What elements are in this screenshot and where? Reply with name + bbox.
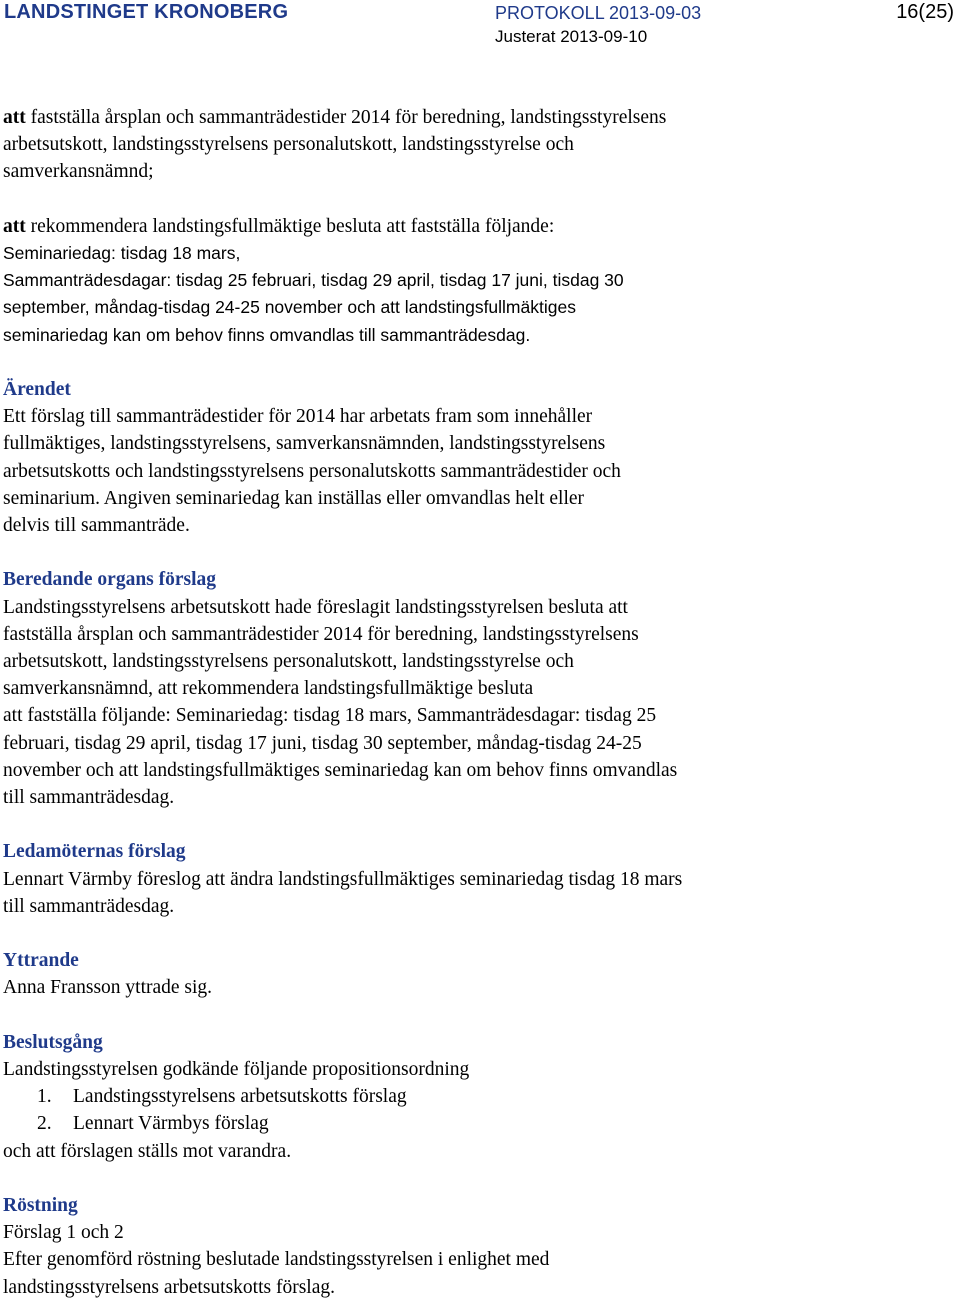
section-arendet xyxy=(3,376,953,539)
decision-line: arbetsutskott, landstingsstyrelsens personalutskott, landstingsstyrelse och xyxy=(3,134,574,156)
protocol-date: PROTOKOLL 2013-09-03 xyxy=(495,3,702,23)
list-item: 1. Landstingsstyrelsens arbetsutskotts förslag xyxy=(37,1086,407,1108)
section-text: Ett förslag till sammanträdestider för 2014 har arbetats fram som innehåller fullmäktiges, landstingsstyrelsens, samverkansnämnden, landstingsstyrelsens arbetsutskotts och landstingsstyrelsens personalutskotts sammanträdestider och seminarium. Angiven seminariedag kan inställas eller omvandlas helt eller delvis till sammanträde. xyxy=(3,406,621,537)
section-text: och att förslagen ställs mot varandra. xyxy=(3,1140,292,1162)
decision-line: samverkansnämnd; xyxy=(3,161,154,183)
adjusted-date: Justerat 2013-09-10 xyxy=(495,27,648,46)
section-beslutsgang xyxy=(3,1029,953,1165)
section-beredande xyxy=(3,566,953,811)
section-heading: Ledamöternas förslag xyxy=(3,841,186,863)
section-heading: Ärendet xyxy=(3,379,71,400)
decision-line: att rekommendera landstingsfullmäktige besluta att fastställa följande: xyxy=(3,215,555,237)
decision-line: att fastställa årsplan och sammanträdestider 2014 för beredning, landstingsstyrelsens xyxy=(3,107,667,128)
page-number: 16(25) xyxy=(896,1,954,23)
section-heading: Beredande organs förslag xyxy=(3,569,217,591)
section-heading: Röstning xyxy=(3,1195,78,1217)
section-text: Landstingsstyrelsens arbetsutskott hade föreslagit landstingsstyrelsen besluta att fastställa årsplan och sammanträdestider 2014 för beredning, landstingsstyrelsens arbetsutskott, landstingsstyrelsens personalutskott, landstingsstyrelse och samverkansnämnd, att rekommendera landstingsfullmäktige besluta att fastställa följande: Seminariedag: tisdag 18 mars, Sammanträdesdagar: tisdag 25 februari, tisdag 29 april, tisdag 17 juni, tisdag 30 september, måndag-tisdag 24-25 november och att landstingsfullmäktiges seminariedag kan om behov finns omvandlas till sammanträdesdag. xyxy=(3,596,678,809)
att-keyword: att xyxy=(3,215,26,237)
att-keyword: att xyxy=(3,107,26,128)
page-header xyxy=(0,0,960,50)
section-text: Lennart Värmby föreslog att ändra landstingsfullmäktiges seminariedag tisdag 18 mars till sammanträdesdag. xyxy=(3,868,683,917)
protocol-info xyxy=(495,1,701,49)
section-yttrande xyxy=(3,947,953,1001)
decision-paragraph-2 xyxy=(3,213,953,349)
section-heading: Yttrande xyxy=(3,950,79,972)
section-rostning xyxy=(3,1192,953,1301)
section-heading: Beslutsgång xyxy=(3,1031,103,1053)
list-item: 2. Lennart Värmbys förslag xyxy=(37,1113,269,1135)
decision-line: seminariedag kan om behov finns omvandlas till sammanträdesdag. xyxy=(3,324,531,345)
decision-line: september, måndag-tisdag 24-25 november och att landstingsfullmäktiges xyxy=(3,297,576,318)
decision-line: Sammanträdesdagar: tisdag 25 februari, tisdag 29 april, tisdag 17 juni, tisdag 30 xyxy=(3,270,624,291)
document-body xyxy=(3,104,953,1301)
section-text: Förslag 1 och 2 Efter genomförd röstning beslutade landstingsstyrelsen i enlighet med landstingsstyrelsens arbetsutskotts förslag. xyxy=(3,1222,550,1298)
section-text: Anna Fransson yttrade sig. xyxy=(3,977,213,999)
section-text: Landstingsstyrelsen godkände följande propositionsordning xyxy=(3,1059,470,1081)
organization-name: LANDSTINGET KRONOBERG xyxy=(4,1,289,23)
section-ledamoter xyxy=(3,838,953,920)
decision-paragraph-1 xyxy=(3,104,953,186)
decision-line: Seminariedag: tisdag 18 mars, xyxy=(3,243,241,263)
proposition-list xyxy=(3,1083,953,1137)
